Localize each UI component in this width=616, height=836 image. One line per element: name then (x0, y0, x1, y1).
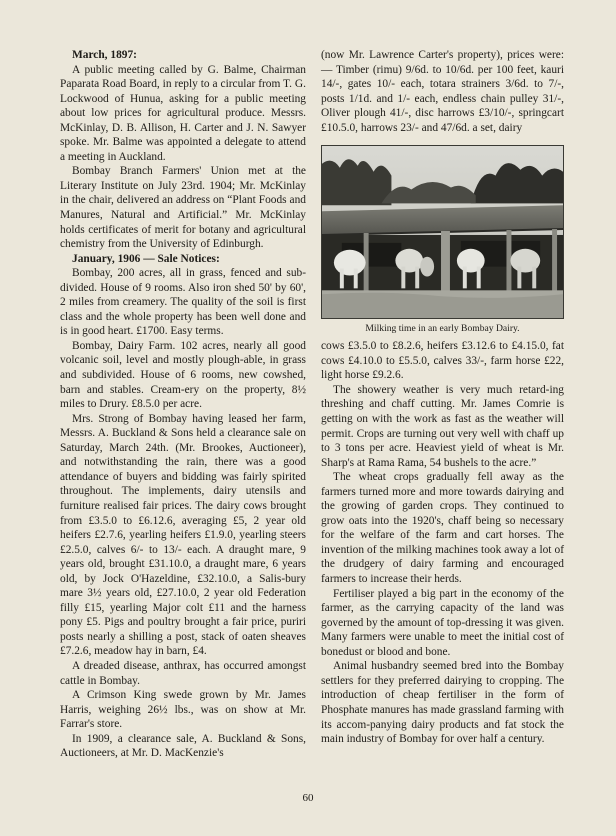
page-number: 60 (302, 792, 314, 804)
paragraph-sale-dairy-farm: Bombay, Dairy Farm. 102 acres, nearly all good volcanic soil, level and mostly plough-able, in grass and subdivided. House of 6 rooms, new cowshed, barn and stables. Cream-ery on the property, 8½ miles to Drury. £8.5.0 per acre. (60, 339, 306, 411)
milking-dairy-photo (321, 145, 564, 319)
paragraph-farmers-union: Bombay Branch Farmers' Union met at the Literary Institute on July 23rd. 1904; Mr. McKinlay in the chair, delivered an address on “Plant Foods and Manures, Natural and Artificial.” Mr. McKinlay holds certificates of merit for botany and agricultural chemistry from the University of Edinburgh. (60, 165, 306, 251)
paragraph-strong-clearance-sale: Mrs. Strong of Bombay having leased her farm, Messrs. A. Buckland & Sons held a clearance sale on Saturday, March 24th. (Mr. Brookes, Auctioneer), and notwithstanding the rain, there was a good attendance of buyers and bidding was fairly spirited throughout. The implements, dairy utensils and furniture realised fair prices. The dairy cows brought from £3.5.0 to £6.12.6, averaging £5, 2 year old heifers £2.7.6, yearling heifers £1.9.0, yearling steers £2.5.0, calves 6/- to 13/- each. A draught mare, 9 years old, brought £31.10.0, a draught mare, 6 years old, by Jock O'Hazeldine, £32.10.0, a Salis-bury mare 3½ years old, £27.10.0, 2 year old Federation filly £15, yearling Major colt £11 and the harness pony £5. Pigs and poultry brought a fair price, puriri posts nearly a shilling a post, stack of oaten sheaves £7.2.6, meadow hay in barn, £4. (60, 412, 306, 658)
paragraph-1909-prices: (now Mr. Lawrence Carter's property), prices were: — Timber (rimu) 9/6d. to 10/6d. per 100 feet, kauri 14/-, gates 10/- each, totara strainers 3/6d. to 7/-, posts 1/1d. and 1/- each, endless chain pulley 31/-, Oliver plough 41/-, disc harrows £3/10/-, springcart £10.5.0, harrows 23/- and 47/6d. a set, dairy (321, 49, 564, 134)
left-column (60, 48, 306, 761)
paragraph-anthrax: A dreaded disease, anthrax, has occurred amongst cattle in Bombay. (60, 659, 306, 687)
paragraph-animal-husbandry: Animal husbandry seemed bred into the Bombay settlers for they preferred dairying to cropping. The introduction of cheap fertiliser in the form of Phosphate manures has made grassland farming with its accom-panying dairy products and fat stock the main industry of Bombay for over half a century. (321, 660, 564, 746)
paragraph-fertiliser: Fertiliser played a big part in the economy of the farmer, as the carrying capacity of the land was governed by the amount of top-dressing it was given. Many farmers were unable to meet the initial cost of bonedust or blood and bone. (321, 587, 564, 658)
photo-caption: Milking time in an early Bombay Dairy. (365, 323, 520, 335)
paragraph-wheat-crops: The wheat crops gradually fell away as the farmers turned more and more towards dairying and the growing of garden crops. They continued to grow oats into the 1920's, chaff being so necessary for the welfare of the farm and cart horses. The invention of the milking machines took away a lot of the drudgery of dairy farming and encouraged farmers to increase their herds. (321, 471, 564, 586)
paragraph-1909-sale: In 1909, a clearance sale, A. Buckland & Sons, Auctioneers, at Mr. D. MacKenzie's (60, 732, 306, 760)
paragraph-showery-weather: The showery weather is very much retard-ing threshing and chaff cutting. Mr. James Comrie is getting on with the work as fast as the weather will permit. Crops are turning out very well with chaff up to 3 tons per acre. Heaviest yield of wheat is Mr. Sharp's at Rama Rama, 54 bushels to the acre.” (321, 383, 564, 469)
paragraph-livestock-prices: cows £3.5.0 to £8.2.6, heifers £3.12.6 to £4.15.0, fat cows £4.10.0 to £5.5.0, calves 33/-, farm horse £22, light horse £9.2.6. (321, 340, 564, 382)
paragraph-public-meeting: A public meeting called by G. Balme, Chairman Paparata Road Board, in reply to a circular from T. G. Lockwood of Hunua, asking for a public meeting about low prices for agricultural produce. Messrs. McKinlay, D. B. Allison, H. Carter and J. N. Sawyer spoke. Mr. Balme was appointed a delegate to attend a meeting in Auckland. (60, 63, 306, 163)
section-heading-1906: January, 1906 — Sale Notices: (72, 252, 220, 265)
paragraph-sale-200-acres: Bombay, 200 acres, all in grass, fenced and sub-divided. House of 9 rooms. Also iron shed 50' by 60', 2 miles from creamery. The quality of the soil is first class and the whole property has been well done and is in good heart. £1700. Easy terms. (60, 267, 306, 338)
right-column (321, 48, 564, 747)
paragraph-swede: A Crimson King swede grown by Mr. James Harris, weighing 26½ lbs., was on show at Mr. Farrar's store. (60, 689, 306, 731)
photo-figure (321, 145, 564, 335)
section-heading-1897: March, 1897: (72, 49, 137, 61)
